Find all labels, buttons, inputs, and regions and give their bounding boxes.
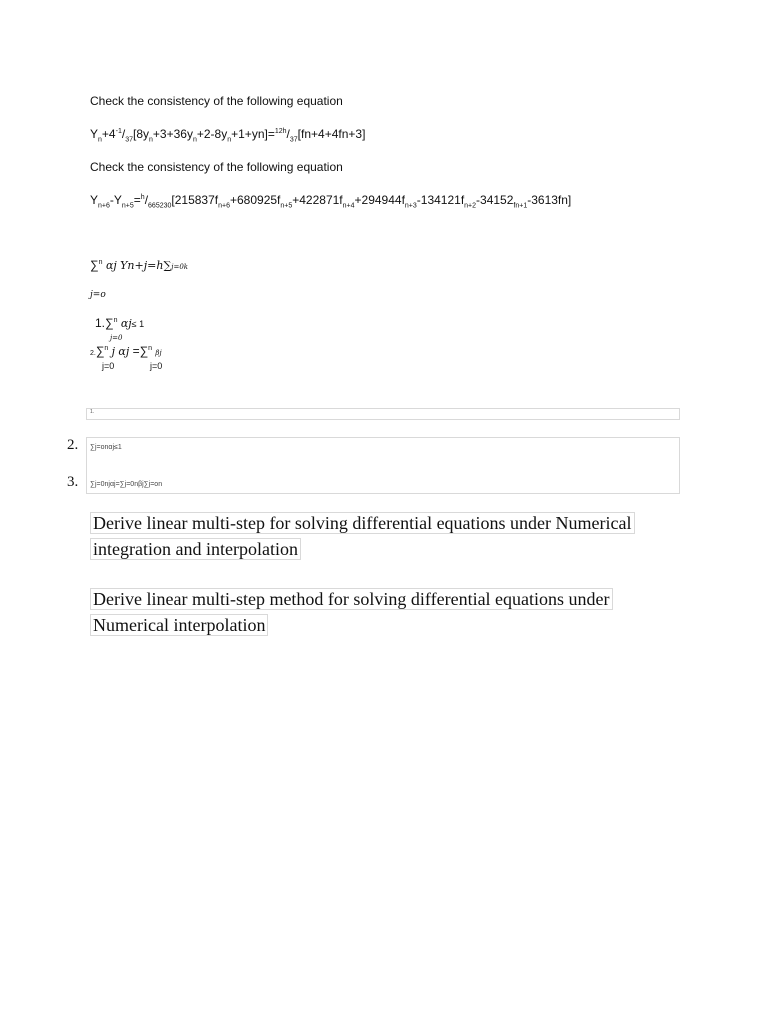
eq-part: / [144, 193, 149, 207]
eq-part: / [286, 127, 290, 141]
sum-upper: n [104, 345, 109, 352]
task-line: Derive linear multi-step for solving differential equations under Numerical [90, 512, 635, 534]
eq-sub: 37 [125, 136, 133, 144]
eq-part: [215837f [171, 193, 219, 207]
eq-sub: n [98, 136, 102, 144]
task-1 [90, 510, 635, 562]
y-term: Yn+j [120, 259, 148, 272]
sum-symbol: ∑ [105, 316, 114, 330]
index-label: j=o [90, 290, 106, 300]
eq-part: [fn+4+4fn+3] [297, 127, 366, 141]
condition-2 [90, 344, 162, 358]
list-item-number: 2. [67, 437, 79, 453]
sum-lower: j=0 [110, 334, 123, 342]
lmm-formula [90, 258, 188, 272]
sum-lower: j=0 [102, 361, 115, 371]
eq-part: -Y [109, 193, 122, 207]
q2-heading: Check the consistency of the following equation [90, 160, 343, 174]
eq-part: +294944f [354, 193, 405, 207]
eq-sub: n+5 [280, 202, 293, 210]
eq-sub: n [227, 136, 232, 144]
eq-part: = [133, 193, 141, 207]
q1-heading: Check the consistency of the following equation [90, 94, 343, 108]
eq-sub: fn+1 [513, 202, 528, 210]
eq-part: / [121, 127, 126, 141]
eq-sub: n+2 [464, 202, 477, 210]
sum-upper: n [113, 317, 118, 324]
list-frame-1 [86, 408, 680, 420]
eq-part: +1+yn]= [231, 127, 275, 141]
eq-sub: 37 [289, 136, 298, 144]
eq-part: +4 [101, 127, 116, 141]
rhs-term: =h∑ [147, 259, 172, 272]
sum-symbol: ∑ [90, 258, 99, 272]
eq-sub: n+5 [121, 202, 134, 210]
eq-part: +2-8y [196, 127, 228, 141]
eq-part: Y [90, 127, 99, 141]
eq-part: -3613fn] [527, 193, 572, 207]
list-item-3: ∑j=0njαj=∑j=0nβj∑j=on [90, 481, 163, 488]
eq-sup: 12h [274, 128, 287, 135]
eq-part: +3+36y [152, 127, 193, 141]
eq-part: [8y [132, 127, 149, 141]
item-number: 1. [95, 316, 106, 330]
list-frame-2 [86, 437, 680, 494]
task-line: Derive linear multi-step method for solving differential equations under [90, 588, 613, 610]
eq-sup: -1 [115, 128, 122, 135]
alpha-term: αj [102, 259, 117, 272]
sum-upper: n [98, 259, 103, 266]
sum-upper: n [148, 345, 153, 352]
eq-part: -34152 [476, 193, 514, 207]
sum-symbol: ∑ [95, 344, 105, 358]
eq-part: Y [90, 193, 99, 207]
j-term: j [111, 345, 116, 358]
beta-term: βj [155, 349, 162, 357]
alpha-term: αj [118, 345, 130, 358]
eq-sub: n [149, 136, 153, 144]
eq-part: +422871f [292, 193, 343, 207]
list-item-2: ∑j=onαj≤1 [90, 444, 122, 451]
sum-lower: j=0k [171, 263, 189, 271]
q1-equation [90, 127, 366, 144]
eq-part: +680925f [229, 193, 281, 207]
q2-equation [90, 193, 572, 210]
alpha-term: αj [120, 317, 132, 330]
eq-sub: n+4 [342, 202, 355, 210]
eq-sub: n+6 [218, 202, 230, 210]
eq-sub: n [192, 136, 197, 144]
eq-sub: 665230 [148, 202, 172, 210]
eq-sub: n+3 [404, 202, 417, 210]
item-number: 2. [90, 350, 96, 357]
eq-part: -134121f [416, 193, 465, 207]
eq-sup: h [140, 194, 145, 201]
condition-rest: ≤ 1 [131, 319, 145, 329]
list-item-number: 3. [67, 474, 79, 490]
eq-sub: n+6 [98, 202, 110, 210]
task-2 [90, 586, 613, 638]
list-item-1: 1. [90, 409, 95, 415]
condition-1 [95, 316, 144, 330]
equals-sum: =∑ [132, 344, 149, 358]
sum-lower: j=0 [150, 361, 163, 371]
task-line: integration and interpolation [90, 538, 301, 560]
task-line: Numerical interpolation [90, 614, 268, 636]
